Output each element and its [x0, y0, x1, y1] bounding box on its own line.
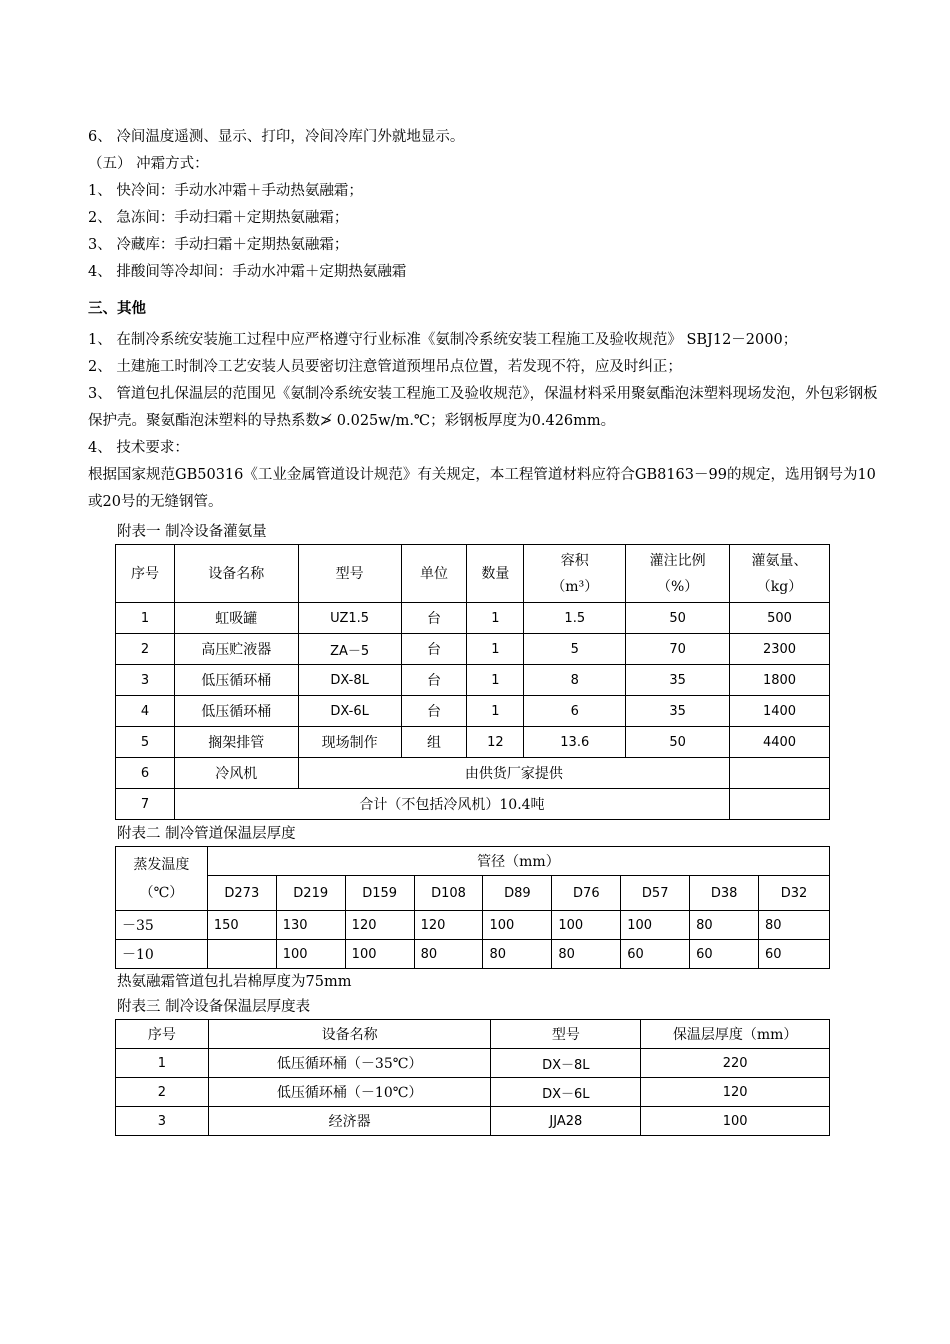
- table-cell: UZ1.5: [298, 603, 401, 634]
- table-cell: 由供货厂家提供: [298, 758, 729, 789]
- table-row: [116, 940, 830, 969]
- table-cell: 60: [759, 940, 830, 969]
- table-cell: 60: [690, 940, 759, 969]
- table-cell: 50: [626, 727, 730, 758]
- table-cell: 台: [401, 665, 467, 696]
- table-cell: 80: [414, 940, 483, 969]
- table-cell: 组: [401, 727, 467, 758]
- table-cell: 100: [345, 940, 414, 969]
- table-cell: 80: [690, 911, 759, 940]
- table-cell: 35: [626, 696, 730, 727]
- table-cell: DX-6L: [298, 696, 401, 727]
- table-cell: 1.5: [524, 603, 626, 634]
- table-header-cell: 设备名称: [174, 545, 298, 603]
- table-cell: 2300: [730, 634, 830, 665]
- table-header-cell: [730, 545, 830, 603]
- document-page: [88, 124, 878, 1136]
- table-cell: 100: [483, 911, 552, 940]
- table-cell: 1: [467, 665, 524, 696]
- table3-caption: 附表三 制冷设备保温层厚度表: [117, 999, 311, 1015]
- table-cell: 80: [552, 940, 621, 969]
- table-cell: 1800: [730, 665, 830, 696]
- table-cell: 150: [207, 911, 276, 940]
- paragraph: 2、 土建施工时制冷工艺安装人员要密切注意管道预埋吊点位置，若发现不符，应及时纠正；: [88, 359, 682, 375]
- table-cell: －10: [116, 940, 208, 969]
- table3-header-row: [116, 1020, 830, 1049]
- table-row: [116, 1078, 830, 1107]
- table-cell: 80: [759, 911, 830, 940]
- table-header-cell: D32: [759, 876, 830, 911]
- paragraph-block: [88, 327, 878, 516]
- table-header-cell: [524, 545, 626, 603]
- table-cell: 搁架排管: [174, 727, 298, 758]
- table-cell: 100: [552, 911, 621, 940]
- table-cell: 12: [467, 727, 524, 758]
- section-title: 三、其他: [88, 301, 146, 317]
- table-row: [116, 758, 830, 789]
- table-cell: 7: [116, 789, 175, 820]
- table-header-cell: D89: [483, 876, 552, 911]
- table-cell: 100: [276, 940, 345, 969]
- table-cell: 冷风机: [174, 758, 298, 789]
- table-cell: 130: [276, 911, 345, 940]
- table-header-cell: D108: [414, 876, 483, 911]
- intro-line: 6、 冷间温度遥测、显示、打印，冷间冷库门外就地显示。: [88, 129, 465, 145]
- table-cell: 2: [116, 1078, 209, 1107]
- table-cell: 6: [524, 696, 626, 727]
- table-cell: 50: [626, 603, 730, 634]
- table-cell: 5: [524, 634, 626, 665]
- table-cell: 13.6: [524, 727, 626, 758]
- table-header-cell: 数量: [467, 545, 524, 603]
- table-cell: [207, 940, 276, 969]
- table-cell: 8: [524, 665, 626, 696]
- header-line: （m³）: [551, 578, 599, 595]
- table-cell: 低压循环桶（－10℃）: [208, 1078, 491, 1107]
- table-row: [116, 1107, 830, 1136]
- table-row: [116, 911, 830, 940]
- table-header-cell: D273: [207, 876, 276, 911]
- table-cell: 现场制作: [298, 727, 401, 758]
- table-header-cell: D57: [621, 876, 690, 911]
- header-line: 灌注比例: [649, 552, 706, 569]
- table-cell: 经济器: [208, 1107, 491, 1136]
- header-line: （%）: [656, 578, 699, 595]
- table-header-cell: 保温层厚度（mm）: [641, 1020, 830, 1049]
- table-cell: 4: [116, 696, 175, 727]
- table-cell: 120: [345, 911, 414, 940]
- table-cell: 1: [467, 696, 524, 727]
- intro-line: 1、 快冷间：手动水冲霜＋手动热氨融霜；: [88, 183, 363, 199]
- table-row: [116, 789, 830, 820]
- header-line: （℃）: [139, 884, 184, 901]
- table-cell: 虹吸罐: [174, 603, 298, 634]
- table-header-cell: 型号: [298, 545, 401, 603]
- table-row: [116, 665, 830, 696]
- table-cell-total: 合计（不包括冷风机）10.4吨: [174, 789, 729, 820]
- table-cell: 120: [641, 1078, 830, 1107]
- table-cell: 台: [401, 603, 467, 634]
- insulation-note: 热氨融霜管道包扎岩棉厚度为75mm: [117, 974, 352, 990]
- table-row: [116, 727, 830, 758]
- table1-caption: 附表一 制冷设备灌氨量: [117, 524, 267, 540]
- table-header-cell: [116, 847, 208, 911]
- table-cell: 120: [414, 911, 483, 940]
- table2-pipe-insulation: [115, 846, 830, 969]
- table-cell: 1: [467, 603, 524, 634]
- table-cell: 80: [483, 940, 552, 969]
- table-cell: 3: [116, 665, 175, 696]
- header-line: （kg）: [756, 578, 803, 595]
- table-cell: DX－6L: [491, 1078, 641, 1107]
- table-cell: 220: [641, 1049, 830, 1078]
- header-line: 蒸发温度: [133, 856, 190, 873]
- table-cell: 100: [641, 1107, 830, 1136]
- table-cell: 4400: [730, 727, 830, 758]
- table-cell: 100: [621, 911, 690, 940]
- paragraph: 根据国家规范GB50316《工业金属管道设计规范》有关规定，本工程管道材料应符合GB8163－99的规定，选用钢号为10或20号的无缝钢管。: [88, 467, 876, 510]
- table-cell: 3: [116, 1107, 209, 1136]
- table2-caption: 附表二 制冷管道保温层厚度: [117, 826, 296, 842]
- intro-block: [88, 124, 878, 286]
- table-cell: 高压贮液器: [174, 634, 298, 665]
- table-row: [116, 696, 830, 727]
- table-header-cell: 型号: [491, 1020, 641, 1049]
- table-cell-empty: [730, 758, 830, 789]
- table-cell: 2: [116, 634, 175, 665]
- table-cell: 低压循环桶: [174, 696, 298, 727]
- header-line: 容积: [560, 552, 589, 569]
- table-row: [116, 1049, 830, 1078]
- table-cell: JJA28: [491, 1107, 641, 1136]
- table-cell: 低压循环桶: [174, 665, 298, 696]
- table-cell: DX－8L: [491, 1049, 641, 1078]
- table-cell-empty: [730, 789, 830, 820]
- table-cell: 5: [116, 727, 175, 758]
- table-cell: 1: [116, 1049, 209, 1078]
- intro-line: 4、 排酸间等冷却间：手动水冲霜＋定期热氨融霜: [88, 264, 407, 280]
- table-cell: ZA－5: [298, 634, 401, 665]
- table-cell: 低压循环桶（－35℃）: [208, 1049, 491, 1078]
- paragraph: 4、 技术要求：: [88, 440, 189, 456]
- table1-ammonia-charge: [115, 544, 830, 820]
- intro-line: （五） 冲霜方式：: [88, 156, 209, 172]
- table-header-cell: 序号: [116, 1020, 209, 1049]
- table-header-cell: 设备名称: [208, 1020, 491, 1049]
- table-row: [116, 603, 830, 634]
- table-cell: 1400: [730, 696, 830, 727]
- table-header-cell: 序号: [116, 545, 175, 603]
- table2-diameter-row: [116, 876, 830, 911]
- table-cell: 70: [626, 634, 730, 665]
- table-row: [116, 634, 830, 665]
- table-cell: 1: [116, 603, 175, 634]
- table-header-cell: D76: [552, 876, 621, 911]
- header-line: 灌氨量、: [751, 552, 808, 569]
- table-header-cell: D219: [276, 876, 345, 911]
- table2-header-row: [116, 847, 830, 876]
- table-cell: DX-8L: [298, 665, 401, 696]
- table-cell: 1: [467, 634, 524, 665]
- intro-line: 2、 急冻间：手动扫霜＋定期热氨融霜；: [88, 210, 349, 226]
- paragraph: 1、 在制冷系统安装施工过程中应严格遵守行业标准《氨制冷系统安装工程施工及验收规范》 SBJ12－2000；: [88, 332, 798, 348]
- table1-header-row: [116, 545, 830, 603]
- table-header-cell: D159: [345, 876, 414, 911]
- table-cell: －35: [116, 911, 208, 940]
- table3-equipment-insulation: [115, 1019, 830, 1136]
- table-cell: 台: [401, 634, 467, 665]
- table-cell: 35: [626, 665, 730, 696]
- intro-line: 3、 冷藏库：手动扫霜＋定期热氨融霜；: [88, 237, 349, 253]
- table-header-cell: 管径（mm）: [207, 847, 829, 876]
- table-cell: 60: [621, 940, 690, 969]
- table-cell: 500: [730, 603, 830, 634]
- table-cell: 6: [116, 758, 175, 789]
- table-cell: 台: [401, 696, 467, 727]
- paragraph: 3、 管道包扎保温层的范围见《氨制冷系统安装工程施工及验收规范》，保温材料采用聚氨酯泡沫塑料现场发泡，外包彩钢板保护壳。聚氨酯泡沫塑料的导热系数≯ 0.025w/m.℃；彩钢板厚度为0.426mm。: [88, 386, 878, 429]
- table-header-cell: D38: [690, 876, 759, 911]
- table-header-cell: [626, 545, 730, 603]
- table-header-cell: 单位: [401, 545, 467, 603]
